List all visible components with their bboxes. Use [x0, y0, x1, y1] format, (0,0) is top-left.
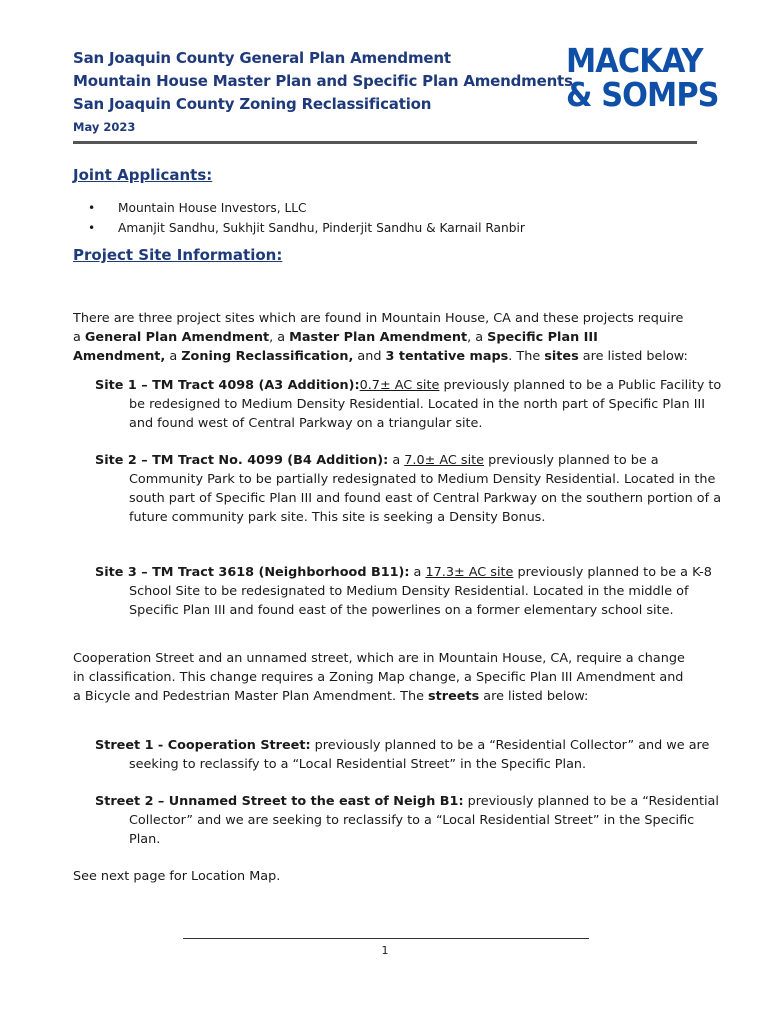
- bold-text: Zoning Reclassification,: [181, 349, 354, 364]
- header-title-line-1: San Joaquin County General Plan Amendment: [73, 49, 451, 67]
- site-1-entry: [95, 376, 727, 433]
- street-2-entry: [95, 792, 727, 849]
- street-description: previously planned to be a “Residential Collector” and we are seeking to reclassify to a “Local Residential Street” in the Specific Plan.: [129, 794, 719, 847]
- bullet-icon: •: [88, 201, 96, 215]
- text-run: , a: [269, 330, 290, 345]
- list-item: [73, 218, 693, 238]
- text-run: are listed below:: [578, 349, 688, 364]
- company-logo: [566, 41, 719, 114]
- site-2-entry: [95, 451, 727, 527]
- joint-applicants-heading: Joint Applicants:: [73, 166, 213, 184]
- applicants-list: [73, 198, 693, 238]
- header-title-line-3: San Joaquin County Zoning Reclassification: [73, 95, 432, 113]
- text-run: a: [165, 349, 182, 364]
- text-run: . The: [508, 349, 545, 364]
- street-description: previously planned to be a “Residential Collector” and we are seeking to reclassify to a “Local Residential Street” in the Specific Plan.: [129, 738, 710, 772]
- bullet-icon: •: [88, 221, 96, 235]
- text-run: , a: [467, 330, 488, 345]
- header-divider: [73, 141, 697, 144]
- page-number: 1: [381, 944, 389, 957]
- site-3-entry: [95, 563, 727, 620]
- document-header: [73, 47, 573, 134]
- site-label: Site 2 – TM Tract No. 4099 (B4 Addition):: [95, 453, 389, 468]
- project-site-heading: Project Site Information:: [73, 246, 283, 264]
- streets-intro-paragraph: [73, 649, 693, 706]
- street-label: Street 2 – Unnamed Street to the east of Neigh B1:: [95, 794, 464, 809]
- header-date: May 2023: [73, 120, 136, 134]
- text-run: a: [409, 565, 426, 580]
- applicant-name: Mountain House Investors, LLC: [118, 201, 307, 215]
- site-area: 17.3± AC site: [425, 565, 514, 580]
- text-run: There are three project sites which are found in Mountain House, CA and these projects require a: [73, 311, 684, 345]
- list-item: [73, 198, 693, 218]
- bold-text: 3 tentative maps: [385, 349, 509, 364]
- header-title-line-2: Mountain House Master Plan and Specific Plan Amendments: [73, 72, 573, 90]
- site-description: previously planned to be a Public Facility to be redesigned to Medium Density Residential. Located in the north part of Specific Plan III and found west of Central Parkway on a triangular site.: [129, 378, 722, 431]
- street-label: Street 1 - Cooperation Street:: [95, 738, 311, 753]
- street-1-entry: [95, 736, 727, 774]
- text-run: Cooperation Street and an unnamed street, which are in Mountain House, CA, require a change in classification. This change requires a Zoning Map change, a Specific Plan III Amendment and a Bicycle and Pedestrian Master Plan Amendment. The: [73, 651, 685, 704]
- site-label: Site 1 – TM Tract 4098 (A3 Addition):: [95, 378, 360, 393]
- site-description: previously planned to be a K-8 School Site to be redesignated to Medium Density Residential. Located in the middle of Specific Plan III and found east of the powerlines on a former elementary school site.: [129, 565, 712, 618]
- text-run: and: [353, 349, 386, 364]
- bold-text: streets: [428, 689, 480, 704]
- site-area: 7.0± AC site: [404, 453, 485, 468]
- site-label: Site 3 – TM Tract 3618 (Neighborhood B11):: [95, 565, 410, 580]
- footer-divider: [183, 938, 589, 939]
- site-area: 0.7± AC site: [359, 378, 440, 393]
- project-intro-paragraph: [73, 309, 693, 366]
- site-description: previously planned to be a Community Park to be partially redesignated to Medium Density Residential. Located in the south part of Specific Plan III and found east of Central Parkway on the southern portion of a future community park site. This site is seeking a Density Bonus.: [129, 453, 722, 525]
- bold-text: sites: [544, 349, 579, 364]
- bold-text: General Plan Amendment: [84, 330, 270, 345]
- closing-note: See next page for Location Map.: [73, 869, 281, 884]
- bold-text: Specific Plan III Amendment,: [73, 330, 598, 364]
- text-run: a: [388, 453, 405, 468]
- logo-line-2: & SOMPS: [566, 75, 719, 114]
- logo-line-1: MACKAY: [566, 41, 703, 80]
- applicant-name: Amanjit Sandhu, Sukhjit Sandhu, Pinderjit Sandhu & Karnail Ranbir: [118, 221, 525, 235]
- text-run: are listed below:: [479, 689, 589, 704]
- bold-text: Master Plan Amendment: [289, 330, 468, 345]
